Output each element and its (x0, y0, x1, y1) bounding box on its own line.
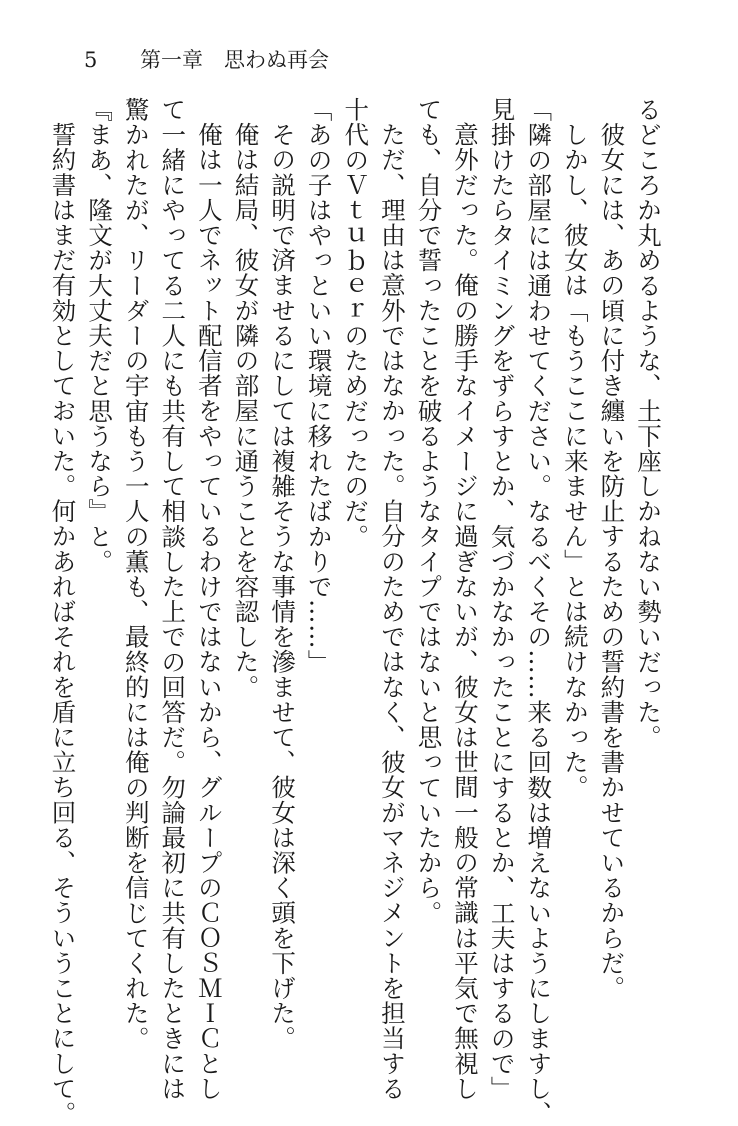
text-line: 十代のＶｔｕｂｅｒのためだったのだ。 (341, 97, 371, 549)
text-line: しかし、彼女は「もうここに来ません」とは続けなかった。 (560, 121, 590, 800)
text-line: 『まあ、隆文が大丈夫だと思うなら』と。 (85, 97, 115, 574)
text-line: て一緒にやってる二人にも共有して相談した上での回答だ。勿論最初に共有したときには (158, 97, 188, 1101)
text-line: るどころか丸めるような、土下座しかねない勢いだった。 (634, 97, 663, 750)
text-line: 誓約書はまだ有効としておいた。何かあればそれを盾に立ち回る、そういうことにして。 (48, 121, 78, 1126)
text-line: 驚かれたが、リーダーの宇宙もう一人の薫も、最終的には俺の判断を信じてくれた。 (121, 97, 151, 1051)
text-line: 彼女には、あの頃に付き纏いを防止するための誓約書を書かせているからだ。 (597, 121, 627, 1000)
text-line: 意外だった。俺の勝手なイメージに過ぎないが、彼女は世間一般の常識は平気で無視し (451, 121, 481, 1101)
text-line: ただ、理由は意外ではなかった。自分のためではなく、彼女がマネジメントを担当する (377, 121, 407, 1101)
body-text (48, 97, 666, 1126)
text-line: 「隣の部屋には通わせてください。なるべくその……来る回数は増えないようにしますし、 (524, 97, 554, 1126)
chapter-title: 第一章 思わぬ再会 (140, 48, 329, 72)
text-line: その説明で済ませるにしては複雑そうな事情を滲ませて、彼女は深く頭を下げた。 (268, 121, 298, 1051)
page-number: 5 (84, 48, 98, 72)
text-line: 見掛けたらタイミングをずらすとか、気づかなかったことにするとか、工夫はするので」 (487, 97, 517, 1101)
text-line: 「あの子はやっといい環境に移れたばかりで……」 (304, 97, 334, 675)
text-line: 俺は一人でネット配信者をやっているわけではないから、グループのＣＯＳＭＩＣとし (194, 121, 224, 1101)
text-line: ても、自分で誓ったことを破るようなタイプではないと思っていたから。 (414, 97, 444, 926)
text-line: 俺は結局、彼女が隣の部屋に通うことを容認した。 (231, 121, 261, 699)
running-header (84, 50, 329, 71)
